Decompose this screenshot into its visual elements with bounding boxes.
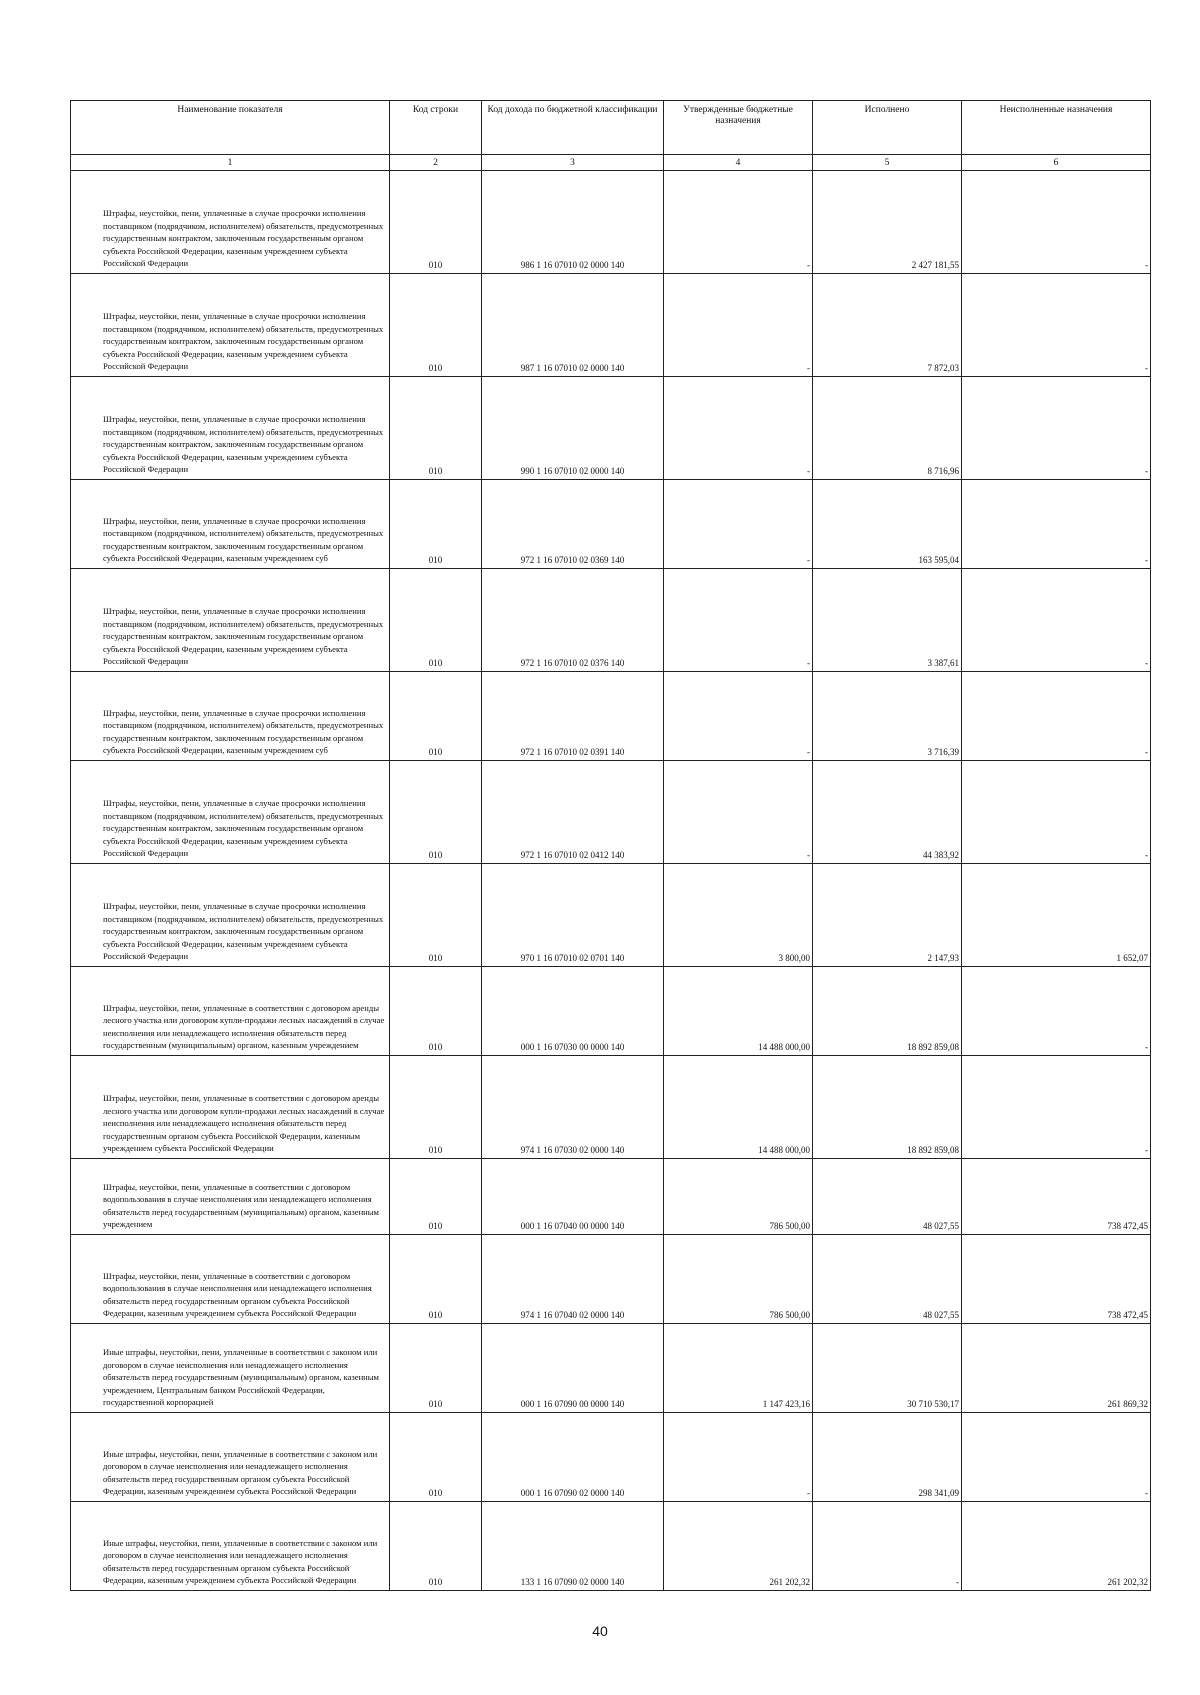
column-number: 1 [71,155,390,171]
unexecuted-cell: - [962,480,1151,569]
table-row [71,171,1151,274]
line-code-cell: 010 [390,171,482,274]
executed-cell: 8 716,96 [813,377,962,480]
unexecuted-cell: - [962,274,1151,377]
line-code-cell: 010 [390,1502,482,1591]
indicator-name-cell: Штрафы, неустойки, пени, уплаченные в случае просрочки исполнения поставщиком (подрядчиком, исполнителем) обязательств, предусмотренных государственным контрактом, заключенным государственным органом субъекта Российской Федерации, казенным учреждением субъекта Российской Федерации [71,569,390,672]
executed-cell: 2 147,93 [813,864,962,967]
unexecuted-cell: 738 472,45 [962,1159,1151,1235]
line-code-cell: 010 [390,672,482,761]
budget-code-cell: 000 1 16 07040 00 0000 140 [482,1159,664,1235]
column-number: 6 [962,155,1151,171]
executed-cell: 3 387,61 [813,569,962,672]
approved-cell: - [664,761,813,864]
report-sheet [70,100,1150,1591]
budget-code-cell: 972 1 16 07010 02 0376 140 [482,569,664,672]
table-row [71,480,1151,569]
unexecuted-cell: 738 472,45 [962,1235,1151,1324]
executed-cell: 44 383,92 [813,761,962,864]
budget-revenue-table [70,100,1151,1591]
unexecuted-cell: - [962,672,1151,761]
executed-cell: 2 427 181,55 [813,171,962,274]
indicator-name-cell: Штрафы, неустойки, пени, уплаченные в случае просрочки исполнения поставщиком (подрядчиком, исполнителем) обязательств, предусмотренных государственным контрактом, заключенным государственным органом субъекта Российской Федерации, казенным учреждением субъекта Российской Федерации [71,171,390,274]
column-number: 5 [813,155,962,171]
table-row [71,1235,1151,1324]
indicator-name-cell: Штрафы, неустойки, пени, уплаченные в соответствии с договором аренды лесного участка или договором купли-продажи лесных насаждений в случае неисполнения или ненадлежащего исполнения обязательств перед государственным (муниципальным) органом, казенным учреждением [71,967,390,1056]
unexecuted-cell: - [962,377,1151,480]
column-number-row [71,155,1151,171]
unexecuted-cell: - [962,761,1151,864]
approved-cell: 786 500,00 [664,1159,813,1235]
budget-code-cell: 990 1 16 07010 02 0000 140 [482,377,664,480]
executed-cell: 48 027,55 [813,1159,962,1235]
indicator-name-cell: Иные штрафы, неустойки, пени, уплаченные в соответствии с законом или договором в случае неисполнения или ненадлежащего исполнения обязательств перед государственным органом субъекта Российской Федерации, казенным учреждением субъекта Российской Федерации [71,1413,390,1502]
line-code-cell: 010 [390,1413,482,1502]
header-approved: Утвержденные бюджетные назначения [664,101,813,155]
line-code-cell: 010 [390,1324,482,1413]
unexecuted-cell: 261 869,32 [962,1324,1151,1413]
header-line-code: Код строки [390,101,482,155]
indicator-name-cell: Штрафы, неустойки, пени, уплаченные в случае просрочки исполнения поставщиком (подрядчиком, исполнителем) обязательств, предусмотренных государственным контрактом, заключенным государственным органом субъекта Российской Федерации, казенным учреждением суб [71,672,390,761]
approved-cell: - [664,480,813,569]
table-row [71,967,1151,1056]
approved-cell: - [664,377,813,480]
table-body [71,171,1151,1591]
line-code-cell: 010 [390,274,482,377]
executed-cell: 7 872,03 [813,274,962,377]
approved-cell: 3 800,00 [664,864,813,967]
page-number: 40 [592,1623,608,1639]
table-row [71,864,1151,967]
budget-code-cell: 974 1 16 07030 02 0000 140 [482,1056,664,1159]
indicator-name-cell: Иные штрафы, неустойки, пени, уплаченные в соответствии с законом или договором в случае неисполнения или ненадлежащего исполнения обязательств перед государственным органом субъекта Российской Федерации, казенным учреждением субъекта Российской Федерации [71,1502,390,1591]
budget-code-cell: 972 1 16 07010 02 0369 140 [482,480,664,569]
approved-cell: - [664,672,813,761]
unexecuted-cell: - [962,569,1151,672]
line-code-cell: 010 [390,1235,482,1324]
budget-code-cell: 000 1 16 07030 00 0000 140 [482,967,664,1056]
header-unexecuted: Неисполненные назначения [962,101,1151,155]
approved-cell: 14 488 000,00 [664,967,813,1056]
header-indicator-name: Наименование показателя [71,101,390,155]
indicator-name-cell: Штрафы, неустойки, пени, уплаченные в соответствии с договором водопользования в случае неисполнения или ненадлежащего исполнения обязательств перед государственным органом субъекта Российской Федерации, казенным учреждением субъекта Российской Федерации [71,1235,390,1324]
budget-code-cell: 133 1 16 07090 02 0000 140 [482,1502,664,1591]
indicator-name-cell: Штрафы, неустойки, пени, уплаченные в случае просрочки исполнения поставщиком (подрядчиком, исполнителем) обязательств, предусмотренных государственным контрактом, заключенным государственным органом субъекта Российской Федерации, казенным учреждением суб [71,480,390,569]
budget-code-cell: 000 1 16 07090 00 0000 140 [482,1324,664,1413]
line-code-cell: 010 [390,864,482,967]
line-code-cell: 010 [390,480,482,569]
budget-code-cell: 974 1 16 07040 02 0000 140 [482,1235,664,1324]
indicator-name-cell: Штрафы, неустойки, пени, уплаченные в случае просрочки исполнения поставщиком (подрядчиком, исполнителем) обязательств, предусмотренных государственным контрактом, заключенным государственным органом субъекта Российской Федерации, казенным учреждением субъекта Российской Федерации [71,377,390,480]
unexecuted-cell: - [962,1413,1151,1502]
line-code-cell: 010 [390,761,482,864]
budget-code-cell: 972 1 16 07010 02 0412 140 [482,761,664,864]
indicator-name-cell: Штрафы, неустойки, пени, уплаченные в соответствии с договором аренды лесного участка или договором купли-продажи лесных насаждений в случае неисполнения или ненадлежащего исполнения обязательств перед государственным органом субъекта Российской Федерации, казенным учреждением субъекта Российской Федерации [71,1056,390,1159]
indicator-name-cell: Штрафы, неустойки, пени, уплаченные в соответствии с договором водопользования в случае неисполнения или ненадлежащего исполнения обязательств перед государственным (муниципальным) органом, казенным учреждением [71,1159,390,1235]
table-row [71,1413,1151,1502]
column-number: 2 [390,155,482,171]
approved-cell: - [664,171,813,274]
line-code-cell: 010 [390,967,482,1056]
table-row [71,761,1151,864]
executed-cell: 298 341,09 [813,1413,962,1502]
table-row [71,377,1151,480]
line-code-cell: 010 [390,1056,482,1159]
budget-code-cell: 970 1 16 07010 02 0701 140 [482,864,664,967]
header-budget-code: Код дохода по бюджетной классификации [482,101,664,155]
table-row [71,1324,1151,1413]
table-row [71,274,1151,377]
approved-cell: - [664,569,813,672]
budget-code-cell: 972 1 16 07010 02 0391 140 [482,672,664,761]
line-code-cell: 010 [390,377,482,480]
column-number: 3 [482,155,664,171]
executed-cell: 163 595,04 [813,480,962,569]
table-row [71,1502,1151,1591]
line-code-cell: 010 [390,1159,482,1235]
executed-cell: - [813,1502,962,1591]
approved-cell: - [664,1413,813,1502]
budget-code-cell: 986 1 16 07010 02 0000 140 [482,171,664,274]
approved-cell: 1 147 423,16 [664,1324,813,1413]
indicator-name-cell: Иные штрафы, неустойки, пени, уплаченные в соответствии с законом или договором в случае неисполнения или ненадлежащего исполнения обязательств перед государственным (муниципальным) органом, казенным учреждением, Центральным банком Российской Федерации, государственной корпорацией [71,1324,390,1413]
approved-cell: - [664,274,813,377]
table-header-row [71,101,1151,155]
unexecuted-cell: - [962,1056,1151,1159]
table-row [71,569,1151,672]
column-number: 4 [664,155,813,171]
header-executed: Исполнено [813,101,962,155]
executed-cell: 18 892 859,08 [813,1056,962,1159]
unexecuted-cell: - [962,171,1151,274]
executed-cell: 18 892 859,08 [813,967,962,1056]
executed-cell: 3 716,39 [813,672,962,761]
indicator-name-cell: Штрафы, неустойки, пени, уплаченные в случае просрочки исполнения поставщиком (подрядчиком, исполнителем) обязательств, предусмотренных государственным контрактом, заключенным государственным органом субъекта Российской Федерации, казенным учреждением субъекта Российской Федерации [71,864,390,967]
budget-code-cell: 987 1 16 07010 02 0000 140 [482,274,664,377]
executed-cell: 30 710 530,17 [813,1324,962,1413]
approved-cell: 786 500,00 [664,1235,813,1324]
executed-cell: 48 027,55 [813,1235,962,1324]
table-row [71,672,1151,761]
unexecuted-cell: 1 652,07 [962,864,1151,967]
table-row [71,1159,1151,1235]
approved-cell: 261 202,32 [664,1502,813,1591]
unexecuted-cell: 261 202,32 [962,1502,1151,1591]
indicator-name-cell: Штрафы, неустойки, пени, уплаченные в случае просрочки исполнения поставщиком (подрядчиком, исполнителем) обязательств, предусмотренных государственным контрактом, заключенным государственным органом субъекта Российской Федерации, казенным учреждением субъекта Российской Федерации [71,274,390,377]
indicator-name-cell: Штрафы, неустойки, пени, уплаченные в случае просрочки исполнения поставщиком (подрядчиком, исполнителем) обязательств, предусмотренных государственным контрактом, заключенным государственным органом субъекта Российской Федерации, казенным учреждением субъекта Российской Федерации [71,761,390,864]
budget-code-cell: 000 1 16 07090 02 0000 140 [482,1413,664,1502]
approved-cell: 14 488 000,00 [664,1056,813,1159]
line-code-cell: 010 [390,569,482,672]
table-row [71,1056,1151,1159]
unexecuted-cell: - [962,967,1151,1056]
